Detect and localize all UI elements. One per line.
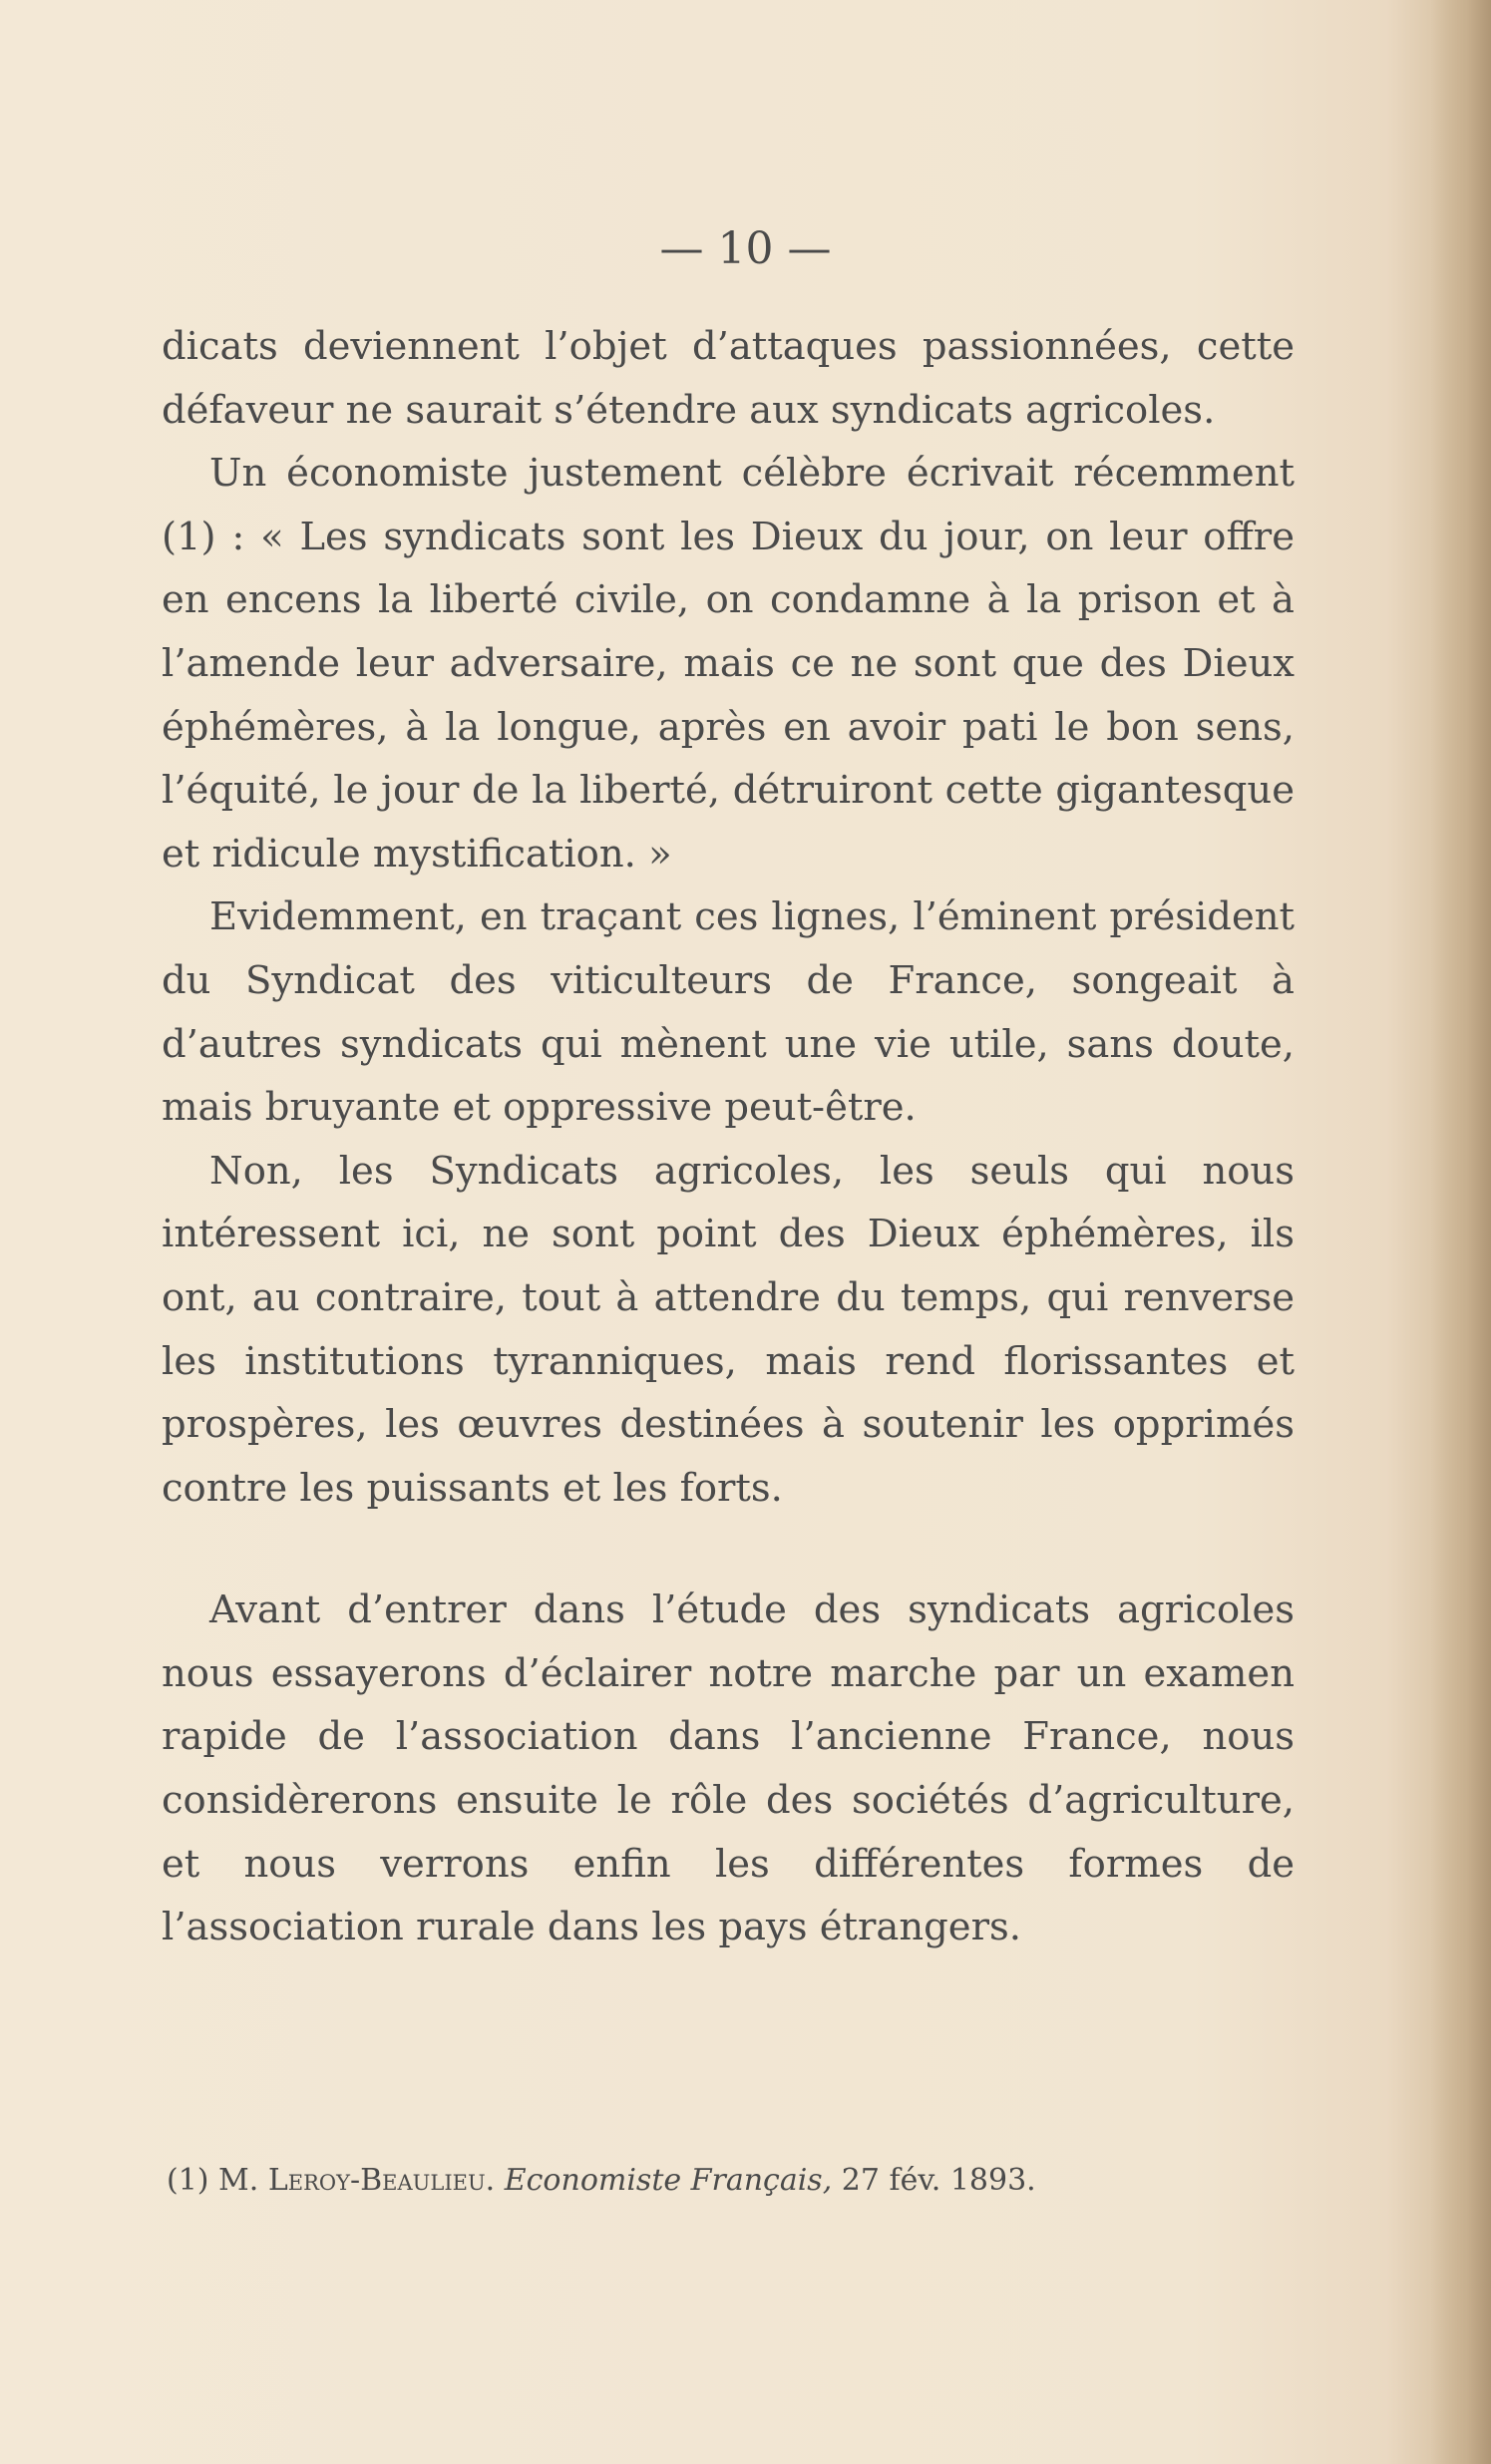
paragraph-1: dicats deviennent l’objet d’attaques passionnées, cette défaveur ne saurait s’étendre aux syndicats agricoles. xyxy=(162,324,1295,433)
paragraph-2: Un économiste justement célèbre écrivait récemment (1) : « Les syndicats sont les Dieux du jour, on leur offre en encens la liberté civile, on condamne à la prison et à l’amende leur adversaire, mais ce ne sont que des Dieux éphémères, à la longue, après en avoir pati le bon sens, l’équité, le jour de la liberté, détruiront cette gigantesque et ridicule mystification. » xyxy=(162,451,1295,877)
page-binding-shadow xyxy=(1431,0,1491,2464)
paragraph-5: Avant d’entrer dans l’étude des syndicats agricoles nous essayerons d’éclairer notre marche par un examen rapide de l’association dans l’ancienne France, nous considèrerons ensuite le rôle des sociétés d’agriculture, et nous verrons enfin les différentes formes de l’association rurale dans les pays étrangers. xyxy=(162,1587,1295,1950)
paragraph-4: Non, les Syndicats agricoles, les seuls qui nous intéressent ici, ne sont point des Dieux éphémères, ils ont, au contraire, tout à attendre du temps, qui renverse les institutions tyranniques, mais rend florissantes et prospères, les œuvres destinées à soutenir les opprimés contre les puissants et les forts. xyxy=(162,1148,1295,1511)
footnote xyxy=(167,2159,1294,2203)
page-number: — 10 — xyxy=(659,223,832,274)
footnote-author-prefix: M. xyxy=(218,2163,259,2198)
paragraph-3: Evidemment, en traçant ces lignes, l’éminent président du Syndicat des viticulteurs de France, songeait à d’autres syndicats qui mènent une vie utile, sans doute, mais bruyante et oppressive peut-être. xyxy=(162,894,1295,1131)
footnote-publication: Economiste Français, xyxy=(504,2163,833,2198)
body-text xyxy=(162,315,1295,1959)
footnote-author: Leroy-Beaulieu. xyxy=(267,2163,496,2198)
footnote-date: 27 fév. 1893. xyxy=(841,2163,1036,2198)
footnote-marker: (1) xyxy=(167,2163,209,2198)
